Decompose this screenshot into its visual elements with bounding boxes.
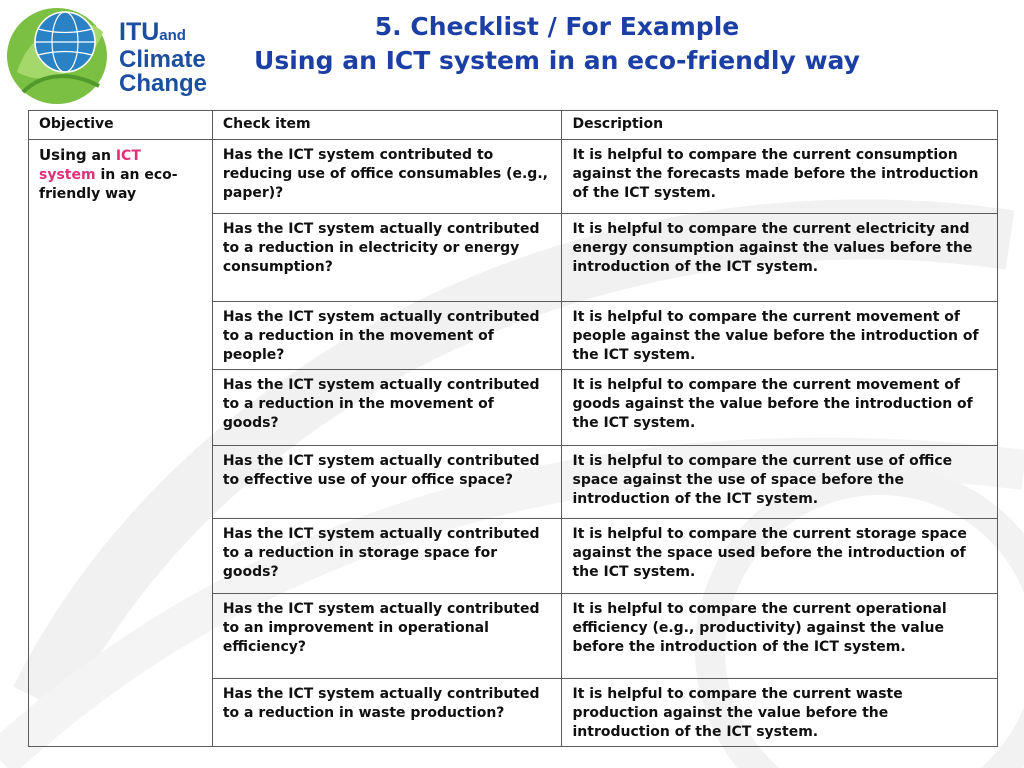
description-cell: It is helpful to compare the current operational efficiency (e.g., productivity) against the value before the introduction of the ICT system.	[562, 594, 998, 679]
logo-and: and	[159, 27, 186, 44]
title-line-2: Using an ICT system in an eco-friendly way	[254, 46, 860, 75]
checklist-table	[28, 110, 998, 747]
objective-ict-system: ICT system	[39, 148, 141, 183]
logo-itu: ITU	[119, 18, 160, 46]
description-cell: It is helpful to compare the current electricity and energy consumption against the values before the introduction of the ICT system.	[562, 214, 998, 302]
check-item-cell: Has the ICT system actually contributed to a reduction in storage space for goods?	[212, 519, 562, 594]
check-item-cell: Has the ICT system actually contributed to a reduction in the movement of people?	[212, 302, 562, 370]
description-cell: It is helpful to compare the current storage space against the space used before the introduction of the ICT system.	[562, 519, 998, 594]
check-item-cell: Has the ICT system actually contributed to a reduction in the movement of goods?	[212, 370, 562, 446]
header-check-item: Check item	[212, 111, 562, 140]
check-item-cell: Has the ICT system actually contributed to effective use of your office space?	[212, 446, 562, 519]
globe-leaf-icon	[3, 2, 119, 108]
logo-wordmark	[119, 20, 207, 96]
title-line-1: 5. Checklist / For Example	[374, 12, 740, 41]
description-cell: It is helpful to compare the current waste production against the value before the introduction of the ICT system.	[562, 679, 998, 747]
description-cell: It is helpful to compare the current movement of goods against the value before the introduction of the ICT system.	[562, 370, 998, 446]
objective-using: Using	[39, 146, 87, 164]
itu-climate-logo	[3, 2, 208, 108]
check-item-cell: Has the ICT system contributed to reducing use of office consumables (e.g., paper)?	[212, 140, 562, 214]
check-item-cell: Has the ICT system actually contributed to an improvement in operational efficiency?	[212, 594, 562, 679]
objective-rest: in an eco-friendly way	[39, 167, 178, 202]
slide-title	[200, 10, 914, 78]
description-cell: It is helpful to compare the current consumption against the forecasts made before the introduction of the ICT system.	[562, 140, 998, 214]
table-row	[29, 140, 998, 214]
header-description: Description	[562, 111, 998, 140]
header-objective: Objective	[29, 111, 213, 140]
check-item-cell: Has the ICT system actually contributed to a reduction in waste production?	[212, 679, 562, 747]
objective-cell	[29, 140, 213, 747]
description-cell: It is helpful to compare the current use of office space against the use of space before the introduction of the ICT system.	[562, 446, 998, 519]
description-cell: It is helpful to compare the current movement of people against the value before the introduction of the ICT system.	[562, 302, 998, 370]
logo-climate: Climate	[119, 46, 206, 73]
objective-an: an	[86, 148, 116, 164]
table-header-row	[29, 111, 998, 140]
check-item-cell: Has the ICT system actually contributed to a reduction in electricity or energy consumption?	[212, 214, 562, 302]
logo-change: Change	[119, 70, 208, 97]
